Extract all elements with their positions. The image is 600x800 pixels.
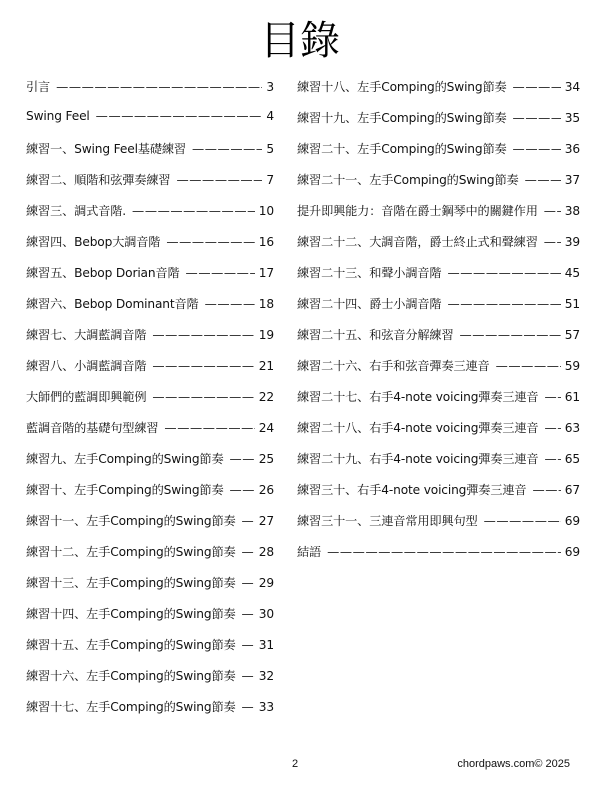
toc-entry-title: 練習三十一、三連音常用即興句型 <box>297 514 478 528</box>
toc-entry-page: 21 <box>258 359 274 373</box>
toc-leader-dashes <box>447 297 560 311</box>
toc-entry-title: 練習十九、左手Comping的Swing節奏 <box>297 111 507 125</box>
toc-entry-page: 25 <box>258 452 274 466</box>
toc-column-right <box>297 78 580 574</box>
toc-entry[interactable] <box>26 140 274 171</box>
toc-leader-dashes <box>544 421 560 435</box>
toc-entry-page: 22 <box>258 390 274 404</box>
toc-leader-dashes <box>132 204 255 218</box>
toc-entry[interactable] <box>26 450 274 481</box>
toc-entry-page: 57 <box>564 328 580 342</box>
toc-leader-dashes <box>242 514 255 528</box>
toc-entry-page: 45 <box>564 266 580 280</box>
toc-leader-dashes <box>152 390 254 404</box>
toc-entry-page: 32 <box>258 669 274 683</box>
toc-entry-title: 練習五、Bebop Dorian音階 <box>26 266 180 280</box>
toc-entry-title: 練習二十二、大調音階，爵士終止式和聲練習 <box>297 235 538 249</box>
toc-entry-title: Swing Feel <box>26 109 90 123</box>
toc-entry[interactable] <box>26 78 274 109</box>
toc-leader-dashes <box>205 297 255 311</box>
toc-entry[interactable] <box>26 667 274 698</box>
toc-entry-title: 練習十六、左手Comping的Swing節奏 <box>26 669 236 683</box>
toc-entry-page: 24 <box>258 421 274 435</box>
toc-entry-title: 提升即興能力：音階在爵士鋼琴中的關鍵作用 <box>297 204 538 218</box>
toc-entry-page: 19 <box>258 328 274 342</box>
toc-entry-page: 34 <box>564 80 580 94</box>
toc-entry-page: 7 <box>266 173 274 187</box>
toc-entry-page: 61 <box>564 390 580 404</box>
toc-entry[interactable] <box>297 357 580 388</box>
toc-entry-title: 練習二十九、右手4-note voicing彈奏三連音 <box>297 452 539 466</box>
footer-page-number: 2 <box>292 758 299 770</box>
toc-entry-page: 26 <box>258 483 274 497</box>
toc-entry[interactable] <box>297 295 580 326</box>
toc-leader-dashes <box>230 483 255 497</box>
toc-entry-title: 練習一、Swing Feel基礎練習 <box>26 142 186 156</box>
toc-entry-title: 練習十四、左手Comping的Swing節奏 <box>26 607 236 621</box>
toc-entry[interactable] <box>297 140 580 171</box>
toc-entry-page: 31 <box>258 638 274 652</box>
toc-entry[interactable] <box>26 481 274 512</box>
toc-entry[interactable] <box>26 636 274 667</box>
toc-entry-title: 引言 <box>26 80 51 94</box>
toc-leader-dashes <box>96 109 263 123</box>
toc-entry-page: 28 <box>258 545 274 559</box>
toc-entry-title: 練習二、順階和弦彈奏練習 <box>26 173 171 187</box>
toc-leader-dashes <box>152 359 254 373</box>
toc-entry-page: 67 <box>564 483 580 497</box>
toc-entry-title: 練習二十、左手Comping的Swing節奏 <box>297 142 507 156</box>
toc-entry-title: 練習二十三、和聲小調音階 <box>297 266 442 280</box>
toc-entry-page: 37 <box>564 173 580 187</box>
toc-entry[interactable] <box>26 109 274 140</box>
toc-entry[interactable] <box>297 543 580 574</box>
toc-entry[interactable] <box>26 171 274 202</box>
toc-entry-title: 練習四、Bebop大調音階 <box>26 235 161 249</box>
toc-leader-dashes <box>532 483 560 497</box>
toc-entry-title: 練習十三、左手Comping的Swing節奏 <box>26 576 236 590</box>
toc-entry-title: 練習十、左手Comping的Swing節奏 <box>26 483 224 497</box>
toc-entry-page: 59 <box>564 359 580 373</box>
toc-leader-dashes <box>496 359 561 373</box>
toc-entry-page: 51 <box>564 297 580 311</box>
toc-leader-dashes <box>327 545 561 559</box>
toc-leader-dashes <box>544 390 560 404</box>
toc-leader-dashes <box>460 328 561 342</box>
toc-entry-page: 35 <box>564 111 580 125</box>
toc-entry-page: 27 <box>258 514 274 528</box>
toc-leader-dashes <box>242 545 255 559</box>
footer-copyright: chordpaws.com© 2025 <box>457 758 570 770</box>
toc-entry-title: 大師們的藍調即興範例 <box>26 390 147 404</box>
toc-leader-dashes <box>242 700 255 714</box>
toc-entry[interactable] <box>297 78 580 109</box>
toc-leader-dashes <box>176 173 262 187</box>
toc-entry[interactable] <box>26 233 274 264</box>
toc-entry-title: 練習六、Bebop Dominant音階 <box>26 297 199 311</box>
toc-entry-title: 練習八、小調藍調音階 <box>26 359 147 373</box>
toc-leader-dashes <box>192 142 262 156</box>
toc-entry-title: 練習二十六、右手和弦音彈奏三連音 <box>297 359 490 373</box>
toc-entry-page: 4 <box>266 109 274 123</box>
toc-entry[interactable] <box>297 233 580 264</box>
toc-entry-page: 18 <box>258 297 274 311</box>
toc-entry-title: 練習二十四、爵士小調音階 <box>297 297 442 311</box>
toc-leader-dashes <box>484 514 561 528</box>
toc-entry[interactable] <box>26 512 274 543</box>
toc-leader-dashes <box>164 421 254 435</box>
toc-leader-dashes <box>513 142 561 156</box>
toc-leader-dashes <box>230 452 255 466</box>
toc-leader-dashes <box>544 204 561 218</box>
toc-entry[interactable] <box>26 295 274 326</box>
toc-leader-dashes <box>152 328 254 342</box>
toc-entry-title: 練習十五、左手Comping的Swing節奏 <box>26 638 236 652</box>
toc-entry[interactable] <box>26 574 274 605</box>
toc-entry-title: 練習三十、右手4-note voicing彈奏三連音 <box>297 483 527 497</box>
toc-leader-dashes <box>242 576 255 590</box>
toc-entry[interactable] <box>297 171 580 202</box>
toc-entry-title: 練習十七、左手Comping的Swing節奏 <box>26 700 236 714</box>
toc-entry-page: 36 <box>564 142 580 156</box>
toc-entry-page: 5 <box>266 142 274 156</box>
toc-entry-page: 33 <box>258 700 274 714</box>
toc-entry[interactable] <box>297 481 580 512</box>
toc-entry-title: 練習七、大調藍調音階 <box>26 328 147 342</box>
toc-entry[interactable] <box>297 450 580 481</box>
toc-leader-dashes <box>513 80 561 94</box>
toc-leader-dashes <box>525 173 561 187</box>
toc-entry[interactable] <box>26 543 274 574</box>
toc-leader-dashes <box>242 669 255 683</box>
toc-entry[interactable] <box>26 357 274 388</box>
toc-entry[interactable] <box>26 419 274 450</box>
toc-entry-page: 17 <box>258 266 274 280</box>
toc-entry-title: 練習三、調式音階. <box>26 204 127 218</box>
toc-entry[interactable] <box>26 698 274 729</box>
toc-leader-dashes <box>447 266 560 280</box>
toc-entry[interactable] <box>26 326 274 357</box>
toc-entry-title: 練習十一、左手Comping的Swing節奏 <box>26 514 236 528</box>
toc-entry-title: 練習十八、左手Comping的Swing節奏 <box>297 80 507 94</box>
toc-leader-dashes <box>186 266 255 280</box>
toc-entry-page: 30 <box>258 607 274 621</box>
toc-leader-dashes <box>513 111 561 125</box>
toc-entry-title: 結語 <box>297 545 322 559</box>
toc-entry-page: 39 <box>564 235 580 249</box>
toc-entry-page: 29 <box>258 576 274 590</box>
toc-entry[interactable] <box>26 264 274 295</box>
toc-entry-page: 3 <box>266 80 274 94</box>
toc-entry-page: 16 <box>258 235 274 249</box>
toc-entry-title: 練習二十七、右手4-note voicing彈奏三連音 <box>297 390 539 404</box>
toc-entry-title: 練習十二、左手Comping的Swing節奏 <box>26 545 236 559</box>
toc-leader-dashes <box>56 80 262 94</box>
toc-entry[interactable] <box>26 202 274 233</box>
toc-entry-title: 練習二十八、右手4-note voicing彈奏三連音 <box>297 421 539 435</box>
toc-entry-title: 練習二十五、和弦音分解練習 <box>297 328 454 342</box>
toc-entry-page: 38 <box>564 204 580 218</box>
toc-entry[interactable] <box>297 264 580 295</box>
toc-entry-page: 69 <box>564 514 580 528</box>
toc-leader-dashes <box>242 638 255 652</box>
toc-leader-dashes <box>242 607 255 621</box>
toc-entry[interactable] <box>297 388 580 419</box>
toc-entry-page: 63 <box>564 421 580 435</box>
toc-entry[interactable] <box>297 326 580 357</box>
page-title: 目錄 <box>260 18 340 64</box>
toc-column-left <box>26 78 274 729</box>
toc-entry[interactable] <box>297 512 580 543</box>
toc-entry[interactable] <box>26 388 274 419</box>
toc-leader-dashes <box>544 235 561 249</box>
toc-entry-title: 練習二十一、左手Comping的Swing節奏 <box>297 173 519 187</box>
toc-entry-page: 10 <box>258 204 274 218</box>
toc-entry[interactable] <box>297 419 580 450</box>
toc-entry[interactable] <box>297 202 580 233</box>
toc-entry[interactable] <box>297 109 580 140</box>
toc-leader-dashes <box>166 235 254 249</box>
toc-leader-dashes <box>544 452 560 466</box>
toc-entry-page: 69 <box>564 545 580 559</box>
toc-entry-page: 65 <box>564 452 580 466</box>
toc-entry-title: 練習九、左手Comping的Swing節奏 <box>26 452 224 466</box>
toc-entry-title: 藍調音階的基礎句型練習 <box>26 421 159 435</box>
toc-entry[interactable] <box>26 605 274 636</box>
